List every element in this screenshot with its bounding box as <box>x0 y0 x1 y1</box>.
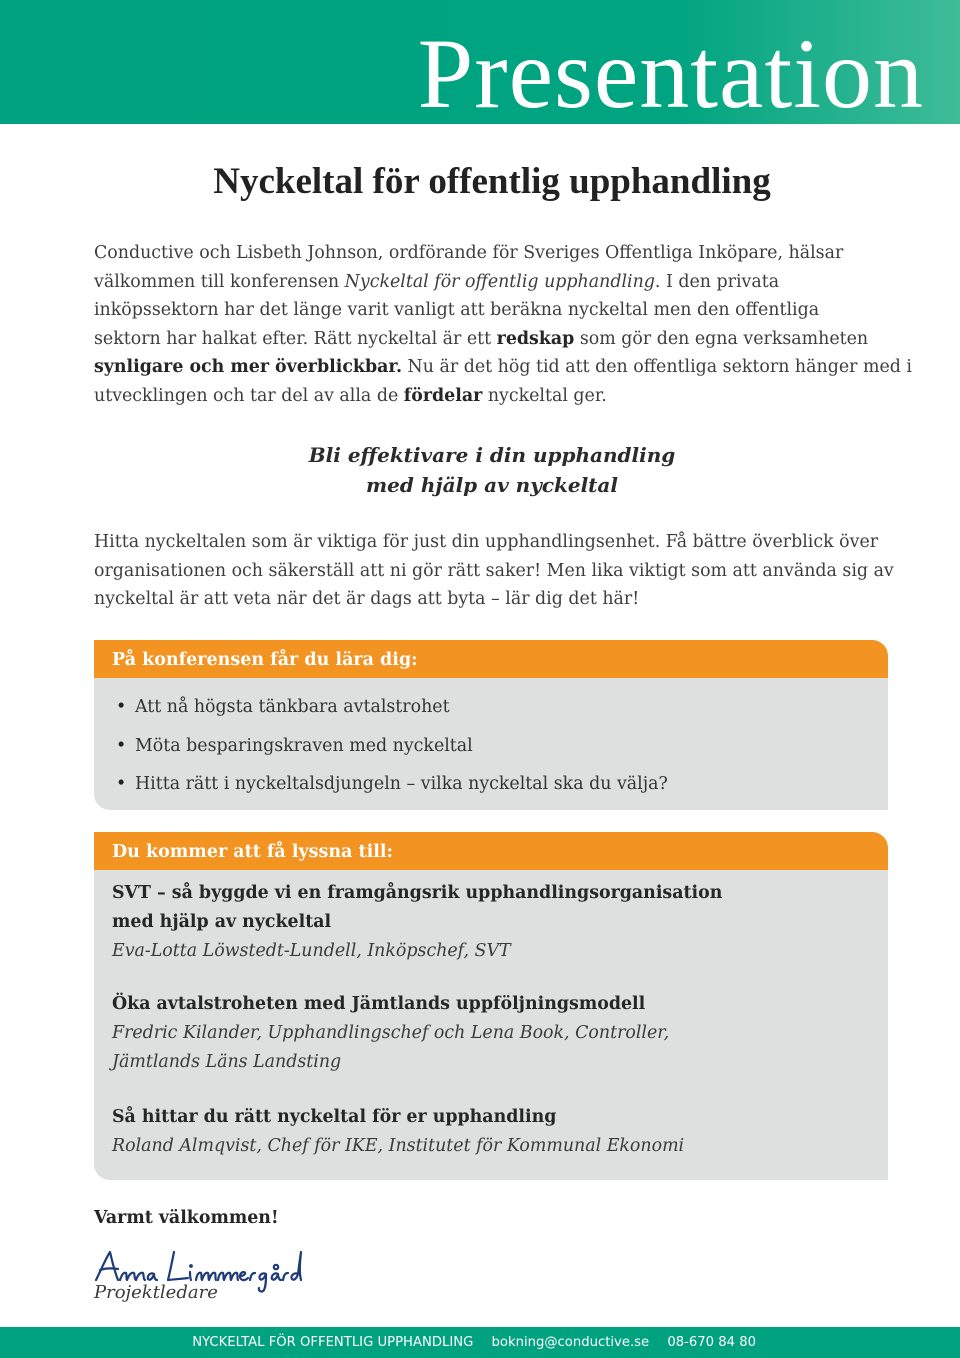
emphasis-overblickbar: synligare och mer överblickbar. <box>94 357 403 378</box>
signature-role: Projektledare <box>94 1282 218 1303</box>
list-item <box>116 765 888 804</box>
footer-text <box>192 1327 756 1358</box>
footer-phone[interactable]: 08-670 84 80 <box>667 1335 756 1350</box>
banner-title: Presentation <box>417 18 924 129</box>
talk-speaker: Roland Almqvist, Chef för IKE, Institutet för Kommunal Ekonomi <box>112 1136 685 1156</box>
paragraph-line: nyckeltal är att veta när det är dags att byta – lär dig det här! <box>94 589 640 610</box>
bullet-icon: • <box>116 735 127 756</box>
list-item-text: Möta besparingskraven med nyckeltal <box>135 735 473 756</box>
intro-line <box>94 382 894 411</box>
emphasis-redskap: redskap <box>496 328 575 349</box>
talk-speaker: Fredric Kilander, Upphandlingschef och Lena Book, Controller, <box>112 1023 670 1043</box>
intro-text: . I den privata <box>654 271 780 292</box>
paragraph-line: organisationen och säkerställ att ni gör rätt saker! Men lika viktigt som att använda sig av <box>94 560 894 581</box>
talk-title: Så hittar du rätt nyckeltal för er upphandling <box>112 1107 557 1127</box>
learn-box <box>94 640 888 810</box>
talk-title: SVT – så byggde vi en framgångsrik upphandlingsorganisation <box>112 883 723 903</box>
intro-text: Nu är det hög tid att den offentliga sektorn hänger med i <box>402 357 912 378</box>
intro-line: Conductive och Lisbeth Johnson, ordförande för Sveriges Offentliga Inköpare, hälsar <box>94 243 844 263</box>
callout <box>0 440 960 500</box>
footer-email[interactable]: bokning@conductive.se <box>491 1335 650 1350</box>
page-title: Nyckeltal för offentlig upphandling <box>213 161 771 202</box>
talk-item <box>94 870 888 966</box>
conference-name: Nyckeltal för offentlig upphandling <box>344 271 655 292</box>
speakers-box-heading: Du kommer att få lyssna till: <box>94 832 888 870</box>
learn-box-heading: På konferensen får du lära dig: <box>94 640 888 678</box>
intro-line <box>94 325 894 354</box>
talk-title: Öka avtalstroheten med Jämtlands uppföljningsmodell <box>112 994 646 1014</box>
second-paragraph <box>94 528 894 614</box>
callout-line: med hjälp av nyckeltal <box>366 473 618 497</box>
list-item-text: Hitta rätt i nyckeltalsdjungeln – vilka nyckeltal ska du välja? <box>135 774 668 794</box>
intro-text: nyckeltal ger. <box>482 385 607 406</box>
intro-text: utvecklingen och tar del av alla de <box>94 385 404 406</box>
bullet-icon: • <box>116 697 127 717</box>
callout-line: Bli effektivare i din upphandling <box>308 443 676 467</box>
header-banner <box>0 0 960 129</box>
intro-text: sektorn har halkat efter. Rätt nyckeltal är ett <box>94 328 497 349</box>
intro-line: inköpssektorn har det länge varit vanligt att beräkna nyckeltal men den offentliga <box>94 300 820 321</box>
intro-paragraph <box>94 239 912 411</box>
footer-bar <box>0 1327 960 1358</box>
talk-speaker: Jämtlands Läns Landsting <box>112 1052 342 1072</box>
emphasis-fordelar: fördelar <box>403 385 483 406</box>
bullet-icon: • <box>116 774 127 794</box>
speakers-box <box>94 832 888 1180</box>
list-item <box>116 688 888 727</box>
intro-line <box>94 268 894 297</box>
paragraph-line: Hitta nyckeltalen som är viktiga för just din upphandlingsenhet. Få bättre överblick över <box>94 532 879 552</box>
list-item-text: Att nå högsta tänkbara avtalstrohet <box>135 697 450 717</box>
intro-text: välkommen till konferensen <box>94 271 345 292</box>
talk-item <box>94 966 888 1077</box>
footer-event: NYCKELTAL FÖR OFFENTLIG UPPHANDLING <box>192 1335 474 1350</box>
welcome-text: Varmt välkommen! <box>94 1208 279 1228</box>
intro-line <box>94 353 912 382</box>
talk-title: med hjälp av nyckeltal <box>112 912 332 932</box>
intro-text: som gör den egna verksamheten <box>574 328 869 349</box>
talk-speaker: Eva-Lotta Löwstedt-Lundell, Inköpschef, SVT <box>112 941 511 961</box>
list-item <box>116 727 888 766</box>
talk-item <box>94 1077 888 1161</box>
learn-list <box>94 678 888 804</box>
